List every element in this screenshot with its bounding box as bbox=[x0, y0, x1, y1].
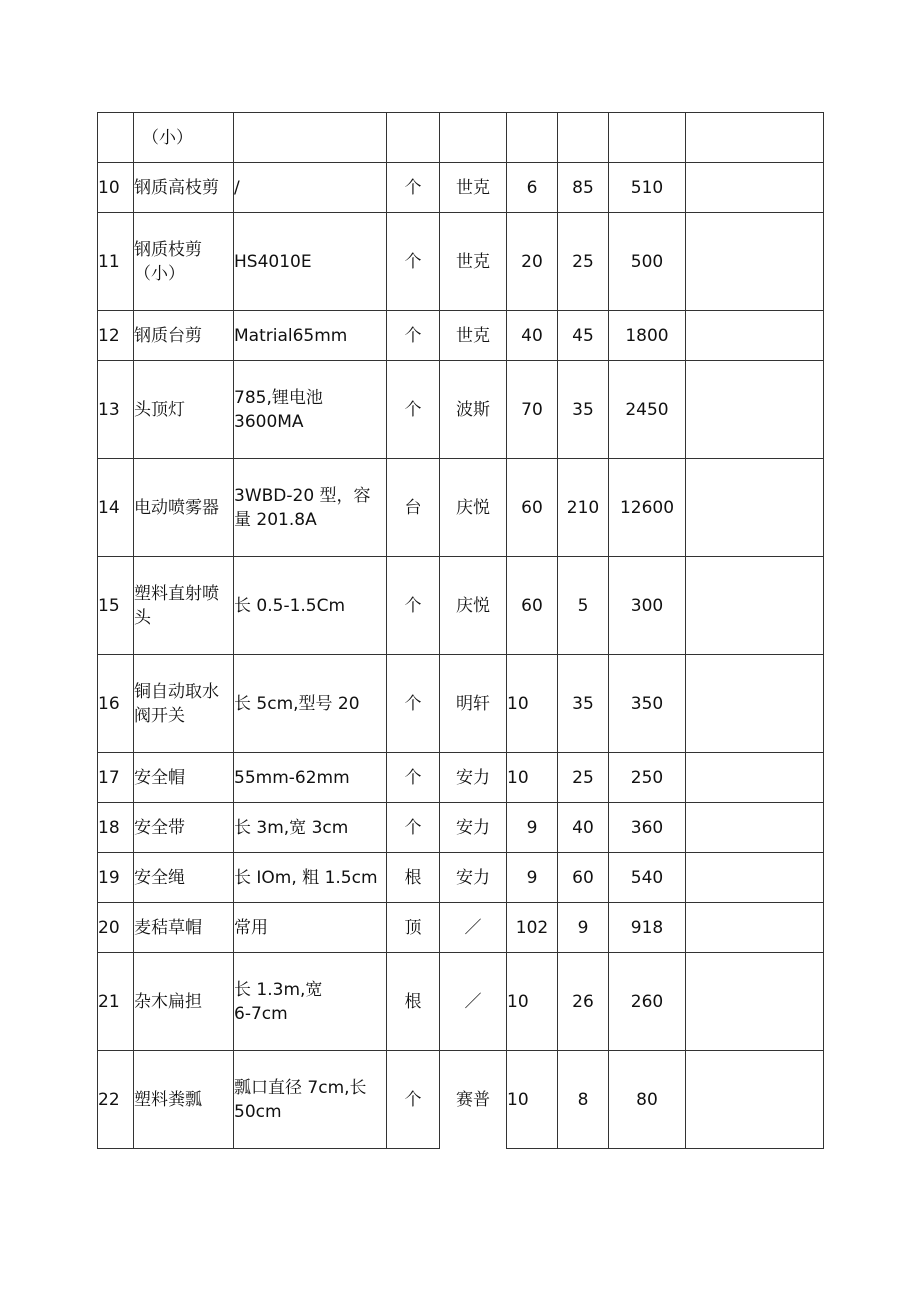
cell-spec-line: 量 201.8A bbox=[234, 509, 317, 530]
cell-spec-line: 3WBD-20 型，容 bbox=[234, 485, 371, 506]
cell-brand: 安力 bbox=[440, 803, 507, 853]
cell-spec-line: 长 1.3m,宽 bbox=[234, 979, 323, 1000]
cell-total: 918 bbox=[609, 903, 686, 953]
cell-spec bbox=[234, 361, 387, 459]
cell-unit: 个 bbox=[387, 803, 440, 853]
cell-total bbox=[609, 113, 686, 163]
cell-spec bbox=[234, 753, 387, 803]
cell-name-line: 铜自动取水 bbox=[134, 681, 219, 702]
cell-total: 80 bbox=[609, 1051, 686, 1149]
inventory-table bbox=[97, 112, 824, 1149]
cell-unit: 个 bbox=[387, 1051, 440, 1149]
cell-no: 11 bbox=[98, 213, 134, 311]
cell-name bbox=[134, 1051, 234, 1149]
cell-name-line: 头 bbox=[134, 607, 151, 628]
cell-unit: 顶 bbox=[387, 903, 440, 953]
cell-brand: 世克 bbox=[440, 213, 507, 311]
cell-no: 10 bbox=[98, 163, 134, 213]
cell-price bbox=[558, 113, 609, 163]
cell-note bbox=[686, 213, 824, 311]
table-row bbox=[98, 753, 824, 803]
cell-unit: 台 bbox=[387, 459, 440, 557]
cell-price: 35 bbox=[558, 655, 609, 753]
cell-name-line: 安全绳 bbox=[134, 867, 185, 888]
cell-no bbox=[98, 113, 134, 163]
cell-brand: 庆悦 bbox=[440, 557, 507, 655]
cell-name bbox=[134, 113, 234, 163]
cell-spec bbox=[234, 953, 387, 1051]
cell-total: 12600 bbox=[609, 459, 686, 557]
cell-unit: 根 bbox=[387, 853, 440, 903]
cell-note bbox=[686, 311, 824, 361]
cell-qty: 70 bbox=[507, 361, 558, 459]
cell-brand: ／ bbox=[440, 953, 507, 1051]
cell-spec-line: 长 3m,宽 3cm bbox=[234, 817, 349, 838]
cell-spec bbox=[234, 311, 387, 361]
cell-spec-line: 长 IOm, 粗 1.5cm bbox=[234, 867, 378, 888]
cell-price: 60 bbox=[558, 853, 609, 903]
cell-price: 210 bbox=[558, 459, 609, 557]
cell-no: 13 bbox=[98, 361, 134, 459]
cell-qty: 60 bbox=[507, 557, 558, 655]
cell-spec-line: / bbox=[234, 177, 240, 198]
cell-name bbox=[134, 655, 234, 753]
cell-unit: 根 bbox=[387, 953, 440, 1051]
cell-qty: 60 bbox=[507, 459, 558, 557]
table-row bbox=[98, 459, 824, 557]
cell-spec bbox=[234, 459, 387, 557]
cell-note bbox=[686, 903, 824, 953]
cell-name bbox=[134, 753, 234, 803]
cell-brand: 波斯 bbox=[440, 361, 507, 459]
cell-qty: 10 bbox=[507, 1051, 558, 1149]
cell-no: 22 bbox=[98, 1051, 134, 1149]
table-row bbox=[98, 803, 824, 853]
cell-spec-line: 常用 bbox=[234, 917, 268, 938]
table-row bbox=[98, 311, 824, 361]
cell-qty: 10 bbox=[507, 753, 558, 803]
cell-qty: 9 bbox=[507, 803, 558, 853]
cell-brand: 庆悦 bbox=[440, 459, 507, 557]
cell-spec bbox=[234, 163, 387, 213]
cell-name bbox=[134, 311, 234, 361]
cell-qty: 102 bbox=[507, 903, 558, 953]
cell-spec-line: 55mm-62mm bbox=[234, 767, 350, 788]
cell-qty: 20 bbox=[507, 213, 558, 311]
cell-unit: 个 bbox=[387, 557, 440, 655]
cell-note bbox=[686, 753, 824, 803]
cell-no: 14 bbox=[98, 459, 134, 557]
cell-name-line: 塑料粪瓢 bbox=[134, 1089, 202, 1110]
cell-price: 25 bbox=[558, 753, 609, 803]
cell-qty: 6 bbox=[507, 163, 558, 213]
cell-total: 360 bbox=[609, 803, 686, 853]
cell-spec bbox=[234, 903, 387, 953]
cell-spec-line: HS4010E bbox=[234, 251, 312, 272]
cell-spec-line: 785,锂电池 bbox=[234, 387, 323, 408]
cell-unit bbox=[387, 113, 440, 163]
cell-spec-line: Matrial65mm bbox=[234, 325, 348, 346]
cell-total: 510 bbox=[609, 163, 686, 213]
cell-price: 9 bbox=[558, 903, 609, 953]
cell-name-line: 钢质枝剪 bbox=[134, 239, 202, 260]
cell-price: 35 bbox=[558, 361, 609, 459]
cell-note bbox=[686, 361, 824, 459]
cell-total: 260 bbox=[609, 953, 686, 1051]
cell-name-line: 电动喷雾器 bbox=[134, 497, 219, 518]
cell-total: 540 bbox=[609, 853, 686, 903]
cell-spec-line: 长 5cm,型号 20 bbox=[234, 693, 360, 714]
cell-spec-line: 50cm bbox=[234, 1101, 282, 1122]
cell-brand: 安力 bbox=[440, 753, 507, 803]
cell-name bbox=[134, 557, 234, 655]
cell-qty: 9 bbox=[507, 853, 558, 903]
cell-brand bbox=[440, 113, 507, 163]
cell-unit: 个 bbox=[387, 361, 440, 459]
cell-name-line: 安全帽 bbox=[134, 767, 185, 788]
cell-name-line: 杂木扁担 bbox=[134, 991, 202, 1012]
cell-name-line: 麦秸草帽 bbox=[134, 917, 202, 938]
table-row bbox=[98, 853, 824, 903]
cell-note bbox=[686, 1051, 824, 1149]
cell-no: 12 bbox=[98, 311, 134, 361]
cell-no: 21 bbox=[98, 953, 134, 1051]
cell-note bbox=[686, 459, 824, 557]
cell-brand: 安力 bbox=[440, 853, 507, 903]
cell-spec bbox=[234, 1051, 387, 1149]
cell-note bbox=[686, 803, 824, 853]
cell-name bbox=[134, 803, 234, 853]
cell-no: 15 bbox=[98, 557, 134, 655]
cell-unit: 个 bbox=[387, 655, 440, 753]
table-row bbox=[98, 557, 824, 655]
cell-brand: 赛普 bbox=[440, 1051, 507, 1149]
table-row bbox=[98, 361, 824, 459]
cell-price: 26 bbox=[558, 953, 609, 1051]
cell-no: 19 bbox=[98, 853, 134, 903]
cell-price: 85 bbox=[558, 163, 609, 213]
cell-spec bbox=[234, 113, 387, 163]
cell-spec-line: 长 0.5-1.5Cm bbox=[234, 595, 346, 616]
cell-spec bbox=[234, 803, 387, 853]
cell-name bbox=[134, 163, 234, 213]
cell-brand: 明轩 bbox=[440, 655, 507, 753]
cell-name bbox=[134, 953, 234, 1051]
table-row bbox=[98, 953, 824, 1051]
cell-name-line: 头顶灯 bbox=[134, 399, 185, 420]
table-row-continuation bbox=[98, 113, 824, 163]
cell-name bbox=[134, 361, 234, 459]
cell-qty bbox=[507, 113, 558, 163]
cell-name-line: 钢质台剪 bbox=[134, 325, 202, 346]
table-row bbox=[98, 903, 824, 953]
cell-qty: 10 bbox=[507, 953, 558, 1051]
cell-note bbox=[686, 557, 824, 655]
cell-no: 17 bbox=[98, 753, 134, 803]
cell-note bbox=[686, 953, 824, 1051]
cell-name bbox=[134, 213, 234, 311]
cell-total: 350 bbox=[609, 655, 686, 753]
cell-total: 1800 bbox=[609, 311, 686, 361]
cell-name-line: 安全带 bbox=[134, 817, 185, 838]
cell-note bbox=[686, 853, 824, 903]
cell-unit: 个 bbox=[387, 163, 440, 213]
cell-no: 18 bbox=[98, 803, 134, 853]
cell-name-line: 阀开关 bbox=[134, 705, 185, 726]
cell-price: 8 bbox=[558, 1051, 609, 1149]
cell-name-line: 钢质高枝剪 bbox=[134, 177, 219, 198]
cell-spec bbox=[234, 853, 387, 903]
cell-price: 5 bbox=[558, 557, 609, 655]
cell-price: 45 bbox=[558, 311, 609, 361]
cell-total: 500 bbox=[609, 213, 686, 311]
table-row bbox=[98, 213, 824, 311]
cell-no: 20 bbox=[98, 903, 134, 953]
cell-spec-line: 3600MA bbox=[234, 411, 304, 432]
cell-no: 16 bbox=[98, 655, 134, 753]
table-row bbox=[98, 1051, 824, 1149]
cell-name bbox=[134, 459, 234, 557]
cell-price: 40 bbox=[558, 803, 609, 853]
cell-total: 250 bbox=[609, 753, 686, 803]
cell-unit: 个 bbox=[387, 213, 440, 311]
cell-note bbox=[686, 655, 824, 753]
cell-spec bbox=[234, 655, 387, 753]
cell-unit: 个 bbox=[387, 311, 440, 361]
name-tail: （小） bbox=[142, 127, 193, 148]
cell-spec bbox=[234, 213, 387, 311]
table-row bbox=[98, 655, 824, 753]
cell-unit: 个 bbox=[387, 753, 440, 803]
cell-qty: 40 bbox=[507, 311, 558, 361]
table-row bbox=[98, 163, 824, 213]
cell-qty: 10 bbox=[507, 655, 558, 753]
cell-spec-line: 瓢口直径 7cm,长 bbox=[234, 1077, 367, 1098]
cell-note bbox=[686, 163, 824, 213]
cell-name bbox=[134, 903, 234, 953]
cell-total: 300 bbox=[609, 557, 686, 655]
cell-total: 2450 bbox=[609, 361, 686, 459]
cell-name bbox=[134, 853, 234, 903]
cell-spec-line: 6-7cm bbox=[234, 1003, 288, 1024]
cell-note bbox=[686, 113, 824, 163]
cell-price: 25 bbox=[558, 213, 609, 311]
cell-brand: 世克 bbox=[440, 163, 507, 213]
cell-name-line: （小） bbox=[134, 263, 185, 284]
cell-brand: 世克 bbox=[440, 311, 507, 361]
cell-brand: ／ bbox=[440, 903, 507, 953]
cell-spec bbox=[234, 557, 387, 655]
cell-name-line: 塑料直射喷 bbox=[134, 583, 219, 604]
